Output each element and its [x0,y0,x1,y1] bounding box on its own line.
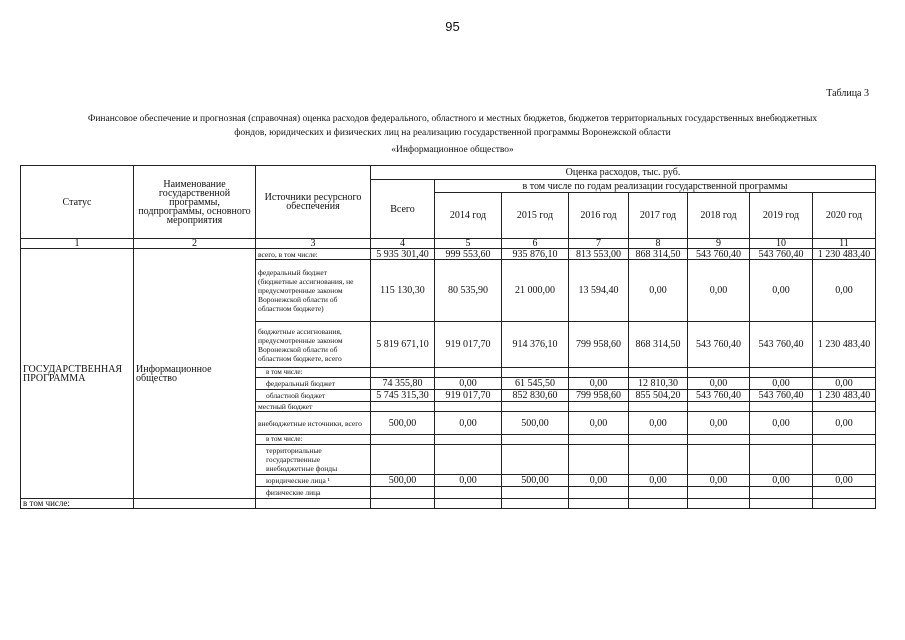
value-cell: 868 314,50 [629,322,688,368]
value-cell: 500,00 [371,412,435,435]
value-cell [502,435,569,445]
source-label: бюджетные ассигнования, предусмотренные законом Воронежской области об областном бюджете, всего [256,322,371,368]
value-cell: 543 760,40 [688,322,750,368]
source-label: федеральный бюджет [256,378,371,390]
program-name-cell: Информационное общество [134,249,256,499]
value-cell [629,487,688,499]
value-cell: 0,00 [750,260,813,322]
value-cell [813,445,876,475]
value-cell: 0,00 [629,412,688,435]
status-cell: ГОСУДАРСТВЕННАЯ ПРОГРАММА [21,249,134,499]
value-cell: 0,00 [688,475,750,487]
value-cell [569,445,629,475]
empty-cell [629,499,688,509]
value-cell: 5 745 315,30 [371,390,435,402]
value-cell [813,435,876,445]
empty-cell [256,499,371,509]
header-status: Статус [21,166,134,239]
source-label: в том числе: [256,435,371,445]
value-cell: 5 819 671,10 [371,322,435,368]
value-cell [813,368,876,378]
value-cell [813,402,876,412]
value-cell: 543 760,40 [750,322,813,368]
value-cell: 115 130,30 [371,260,435,322]
value-cell: 543 760,40 [750,249,813,260]
value-cell: 0,00 [569,412,629,435]
value-cell: 0,00 [688,412,750,435]
value-cell: 500,00 [502,475,569,487]
value-cell: 935 876,10 [502,249,569,260]
column-number: 1 [21,239,134,249]
page-number: 95 [445,19,460,34]
column-number: 3 [256,239,371,249]
header-by-years: в том числе по годам реализации государственной программы [435,180,876,193]
value-cell [688,487,750,499]
document-title-line-2: фондов, юридических и физических лиц на реализацию государственной программы Воронежской области [234,128,671,138]
source-label: внебюджетные источники, всего [256,412,371,435]
value-cell [688,435,750,445]
value-cell [569,435,629,445]
value-cell [629,368,688,378]
value-cell: 919 017,70 [435,322,502,368]
empty-cell [688,499,750,509]
value-cell [371,368,435,378]
source-label: всего, в том числе: [256,249,371,260]
header-sources: Источники ресурсного обеспечения [256,166,371,239]
value-cell: 0,00 [813,412,876,435]
value-cell [629,445,688,475]
value-cell: 868 314,50 [629,249,688,260]
value-cell: 999 553,60 [435,249,502,260]
empty-cell [569,499,629,509]
value-cell: 0,00 [435,378,502,390]
column-number: 6 [502,239,569,249]
source-label: юридические лица ¹ [256,475,371,487]
value-cell [750,435,813,445]
value-cell [371,445,435,475]
value-cell: 543 760,40 [688,249,750,260]
value-cell: 914 376,10 [502,322,569,368]
value-cell: 0,00 [435,412,502,435]
empty-cell [750,499,813,509]
value-cell [569,487,629,499]
source-label: областной бюджет [256,390,371,402]
column-number: 7 [569,239,629,249]
value-cell [435,368,502,378]
header-year: 2020 год [813,193,876,239]
value-cell: 0,00 [629,260,688,322]
value-cell: 1 230 483,40 [813,249,876,260]
value-cell: 61 545,50 [502,378,569,390]
value-cell: 5 935 301,40 [371,249,435,260]
value-cell [435,487,502,499]
value-cell [435,402,502,412]
budget-table [20,165,876,509]
column-number: 8 [629,239,688,249]
column-number: 11 [813,239,876,249]
value-cell [688,445,750,475]
value-cell [371,402,435,412]
value-cell: 855 504,20 [629,390,688,402]
source-label: физические лица [256,487,371,499]
value-cell: 1 230 483,40 [813,322,876,368]
document-title-line-3: «Информационное общество» [391,145,514,155]
empty-cell [813,499,876,509]
value-cell [371,435,435,445]
value-cell [569,402,629,412]
value-cell: 0,00 [569,475,629,487]
value-cell: 13 594,40 [569,260,629,322]
header-year: 2018 год [688,193,750,239]
value-cell: 0,00 [435,475,502,487]
value-cell: 1 230 483,40 [813,390,876,402]
value-cell [502,445,569,475]
value-cell [750,487,813,499]
value-cell: 0,00 [750,412,813,435]
value-cell: 813 553,00 [569,249,629,260]
value-cell [435,435,502,445]
value-cell: 0,00 [688,260,750,322]
value-cell: 0,00 [569,378,629,390]
value-cell: 500,00 [502,412,569,435]
header-year: 2014 год [435,193,502,239]
value-cell: 0,00 [813,260,876,322]
value-cell [750,445,813,475]
value-cell: 0,00 [688,378,750,390]
value-cell [435,445,502,475]
header-year: 2015 год [502,193,569,239]
value-cell: 0,00 [813,378,876,390]
source-label: в том числе: [256,368,371,378]
value-cell: 543 760,40 [750,390,813,402]
value-cell [750,368,813,378]
value-cell [371,487,435,499]
column-number: 4 [371,239,435,249]
value-cell [750,402,813,412]
value-cell [502,368,569,378]
document-title-line-1: Финансовое обеспечение и прогнозная (справочная) оценка расходов федерального, областного и местных бюджетов, бюджетов территориальных государственных внебюджетных [87,114,818,124]
value-cell: 0,00 [629,475,688,487]
value-cell [629,402,688,412]
value-cell: 799 958,60 [569,322,629,368]
value-cell [688,368,750,378]
value-cell: 0,00 [750,475,813,487]
empty-cell [134,499,256,509]
value-cell [813,487,876,499]
value-cell [502,402,569,412]
source-label: местный бюджет [256,402,371,412]
value-cell: 0,00 [813,475,876,487]
value-cell: 852 830,60 [502,390,569,402]
value-cell: 12 810,30 [629,378,688,390]
value-cell: 799 958,60 [569,390,629,402]
empty-cell [371,499,435,509]
empty-cell [502,499,569,509]
header-estimate: Оценка расходов, тыс. руб. [371,166,876,180]
header-name: Наименование государственной программы, подпрограммы, основного мероприятия [134,166,256,239]
header-total: Всего [371,180,435,239]
column-number: 10 [750,239,813,249]
header-year: 2016 год [569,193,629,239]
value-cell: 919 017,70 [435,390,502,402]
value-cell [688,402,750,412]
source-label: территориальные государственные внебюджетные фонды [256,445,371,475]
value-cell [502,487,569,499]
value-cell [569,368,629,378]
header-year: 2019 год [750,193,813,239]
table-label: Таблица 3 [826,88,869,99]
value-cell: 543 760,40 [688,390,750,402]
value-cell: 80 535,90 [435,260,502,322]
column-number: 9 [688,239,750,249]
empty-cell [435,499,502,509]
value-cell: 500,00 [371,475,435,487]
column-number: 2 [134,239,256,249]
header-year: 2017 год [629,193,688,239]
last-row-label: в том числе: [21,499,134,509]
value-cell [629,435,688,445]
value-cell: 74 355,80 [371,378,435,390]
column-number: 5 [435,239,502,249]
value-cell: 21 000,00 [502,260,569,322]
source-label: федеральный бюджет (бюджетные ассигнования, не предусмотренные законом Воронежской области об областном бюджете) [256,260,371,322]
value-cell: 0,00 [750,378,813,390]
